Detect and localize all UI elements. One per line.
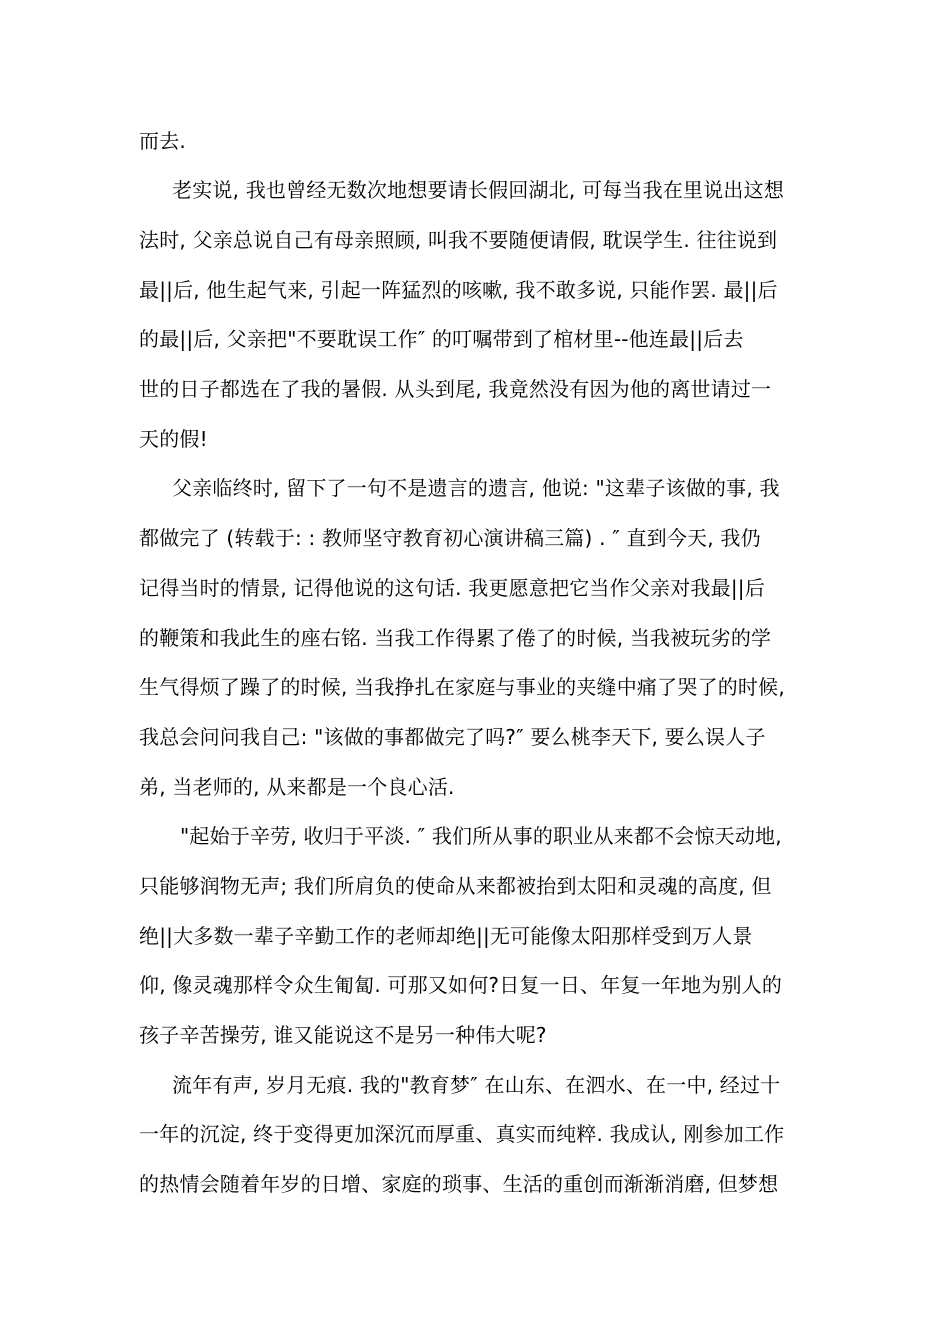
text-line: "起始于辛劳, 收归于平淡. ″ 我们所从事的职业从来都不会惊天动地,: [180, 824, 782, 848]
text-line: 最||后, 他生起气来, 引起一阵猛烈的咳嗽, 我不敢多说, 只能作罢. 最||后: [139, 278, 778, 302]
text-line: 生气得烦了躁了的时候, 当我挣扎在家庭与事业的夹缝中痛了哭了的时候,: [139, 675, 785, 699]
text-line: 法时, 父亲总说自己有母亲照顾, 叫我不要随便请假, 耽误学生. 往往说到: [139, 228, 778, 252]
text-line: 天的假!: [139, 427, 208, 451]
text-line: 只能够润物无声; 我们所肩负的使命从来都被抬到太阳和灵魂的高度, 但: [139, 874, 772, 898]
text-line: 我总会问问我自己: "该做的事都做完了吗?″ 要么桃李天下, 要么误人子: [139, 725, 766, 749]
text-line: 流年有声, 岁月无痕. 我的"教育梦″ 在山东、在泗水、在一中, 经过十: [172, 1073, 781, 1097]
text-line: 仰, 像灵魂那样令众生匍匐. 可那又如何?日复一日、年复一年地为别人的: [139, 973, 783, 997]
text-line: 的最||后, 父亲把"不要耽误工作″ 的叮嘱带到了棺材里--他连最||后去: [139, 327, 744, 351]
text-line: 记得当时的情景, 记得他说的这句话. 我更愿意把它当作父亲对我最||后: [139, 576, 765, 600]
text-line: 弟, 当老师的, 从来都是一个良心活.: [139, 775, 455, 799]
text-line: 而去.: [139, 129, 186, 153]
text-line: 的鞭策和我此生的座右铭. 当我工作得累了倦了的时候, 当我被玩劣的学: [139, 626, 772, 650]
text-line: 一年的沉淀, 终于变得更加深沉而厚重、真实而纯粹. 我成认, 刚参加工作: [139, 1122, 785, 1146]
text-line: 老实说, 我也曾经无数次地想要请长假回湖北, 可每当我在里说出这想: [172, 178, 785, 202]
text-line: 世的日子都选在了我的暑假. 从头到尾, 我竟然没有因为他的离世请过一: [139, 377, 772, 401]
text-line: 父亲临终时, 留下了一句不是遗言的遗言, 他说: "这辈子该做的事, 我: [172, 476, 780, 500]
text-line: 的热情会随着年岁的日增、家庭的琐事、生活的重创而渐渐消磨, 但梦想: [139, 1172, 779, 1196]
text-line: 孩子辛苦操劳, 谁又能说这不是另一种伟大呢?: [139, 1023, 547, 1047]
text-line: 都做完了 (转载于: : 教师坚守教育初心演讲稿三篇) . ″ 直到今天, 我仍: [139, 526, 761, 550]
text-line: 绝||大多数一辈子辛勤工作的老师却绝||无可能像太阳那样受到万人景: [139, 924, 753, 948]
